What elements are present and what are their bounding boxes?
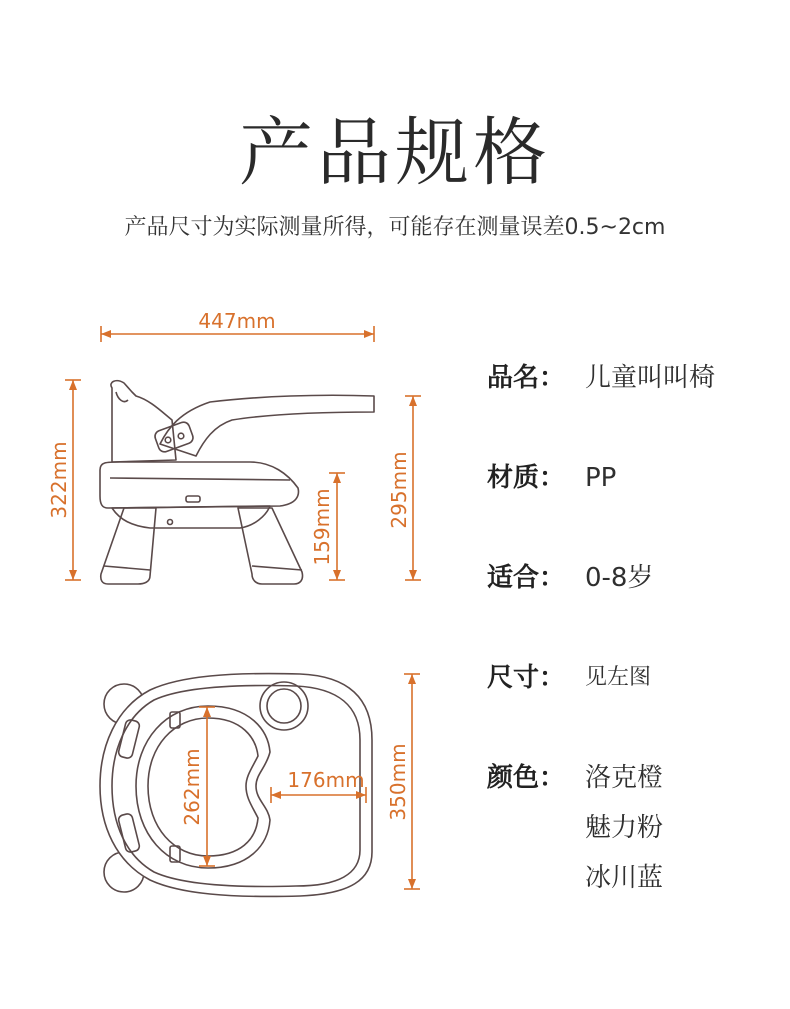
top-seat-depth-label: 262mm — [180, 748, 204, 826]
side-tray-height-label: 295mm — [387, 451, 411, 529]
color-option-orange: 洛克橙 — [585, 763, 664, 793]
side-seat-height-label: 159mm — [310, 488, 334, 566]
side-width-label: 447mm — [198, 309, 276, 333]
spec-age-value: 0-8岁 — [585, 563, 654, 593]
top-seat-width-label: 176mm — [287, 768, 365, 792]
top-total-depth-label: 350mm — [386, 743, 410, 821]
spec-size-label: 尺寸： — [487, 663, 566, 693]
spec-colors-label: 颜色： — [487, 763, 566, 793]
spec-material-value: PP — [585, 463, 617, 493]
color-option-pink: 魅力粉 — [585, 813, 664, 843]
page-subtitle: 产品尺寸为实际测量所得，可能存在测量误差0.5~2cm — [124, 215, 666, 240]
spec-name-value: 儿童叫叫椅 — [585, 363, 716, 393]
spec-size-value: 见左图 — [585, 665, 652, 690]
spec-age-label: 适合： — [487, 563, 566, 593]
side-view-dimension-lines — [65, 326, 421, 580]
page-title: 产品规格 — [239, 110, 551, 196]
side-total-height-label: 322mm — [47, 441, 71, 519]
spec-material-label: 材质： — [487, 463, 566, 493]
color-list — [585, 761, 663, 911]
color-option-blue: 冰川蓝 — [585, 863, 664, 893]
spec-name-label: 品名： — [487, 363, 566, 393]
